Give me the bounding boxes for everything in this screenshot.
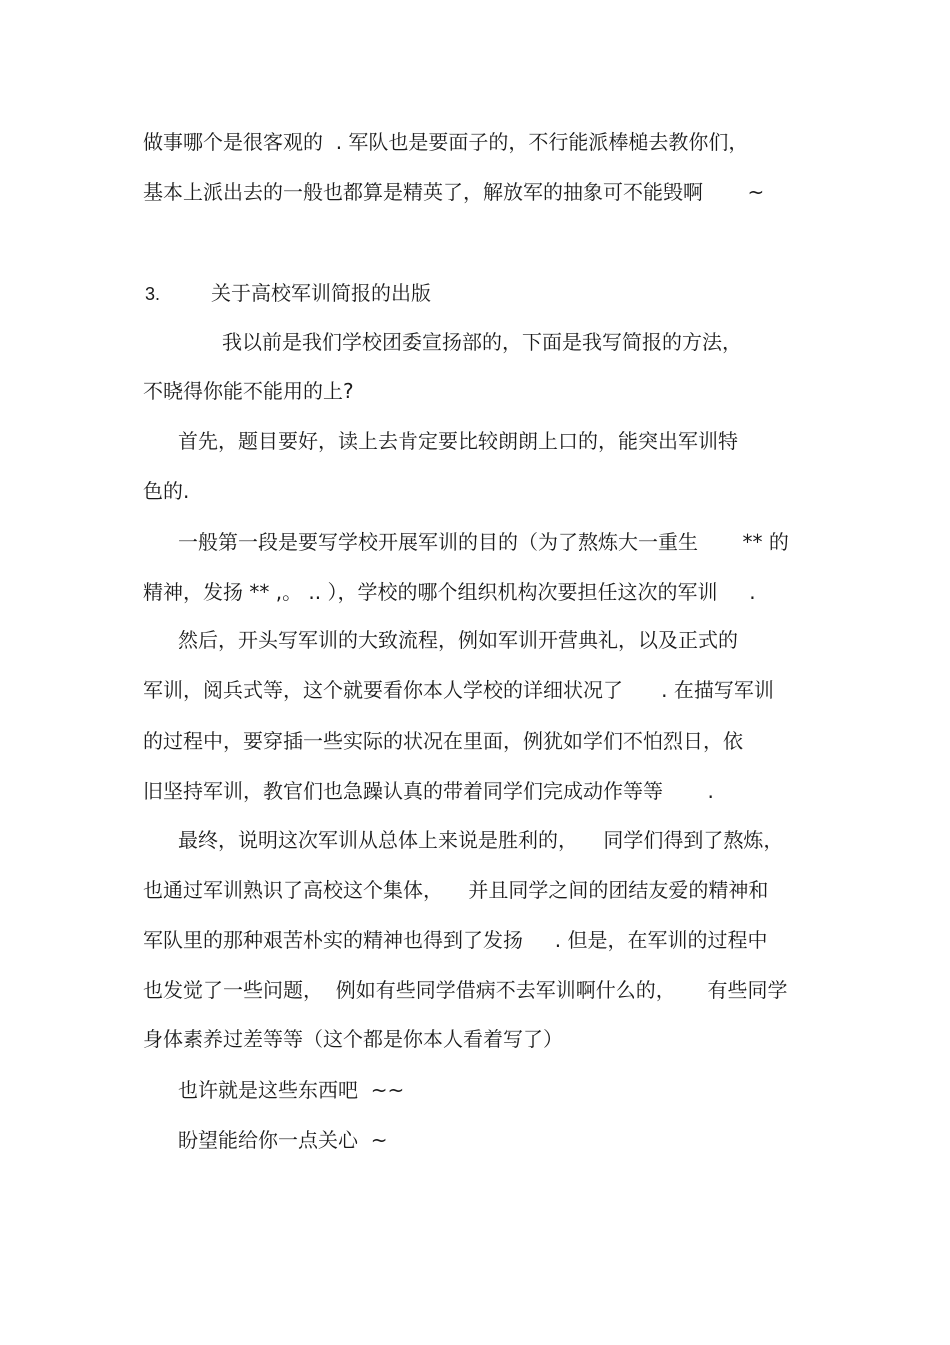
body-line-15: 身体素养过差等等（这个都是你本人看着写了）: [143, 1027, 563, 1051]
closing-line-1: 也许就是这些东西吧 ~~: [178, 1078, 405, 1102]
body-line-1: 我以前是我们学校团委宣扬部的，下面是我写简报的方法，: [222, 330, 742, 354]
intro-line-2: 基本上派出去的一般也都算是精英了，解放军的抽象可不能毁啊 ~: [143, 180, 765, 204]
body-line-2: 不晓得你能不能用的上?: [143, 379, 354, 403]
body-line-9: 的过程中，要穿插一些实际的状况在里面，例犹如学们不怕烈日，依: [143, 729, 743, 753]
section-number: 3.: [145, 284, 161, 304]
body-line-4: 色的.: [143, 479, 190, 503]
intro-line-1: 做事哪个是很客观的 . 军队也是要面子的，不行能派棒槌去教你们，: [143, 130, 749, 154]
body-line-14: 也发觉了一些问题， 例如有些同学借病不去军训啊什么的， 有些同学: [143, 978, 788, 1002]
body-line-13: 军队里的那种艰苦朴实的精神也得到了发扬 . 但是，在军训的过程中: [143, 928, 768, 952]
body-line-8: 军训，阅兵式等，这个就要看你本人学校的详细状况了 . 在描写军训: [143, 678, 774, 702]
closing-line-2: 盼望能给你一点关心 ~: [178, 1128, 388, 1152]
body-line-12: 也通过军训熟识了高校这个集体， 并且同学之间的团结友爱的精神和: [143, 878, 769, 902]
body-line-6: 精神，发扬 ** ,。 .. ），学校的哪个组织机构次要担任这次的军训 .: [143, 580, 756, 604]
body-line-3: 首先，题目要好，读上去肯定要比较朗朗上口的，能突出军训特: [178, 429, 738, 453]
body-line-5: 一般第一段是要写学校开展军训的目的（为了熬炼大一重生 ** 的: [178, 530, 789, 554]
section-title: 关于高校军训简报的出版: [211, 281, 431, 305]
body-line-10: 旧坚持军训，教官们也急躁认真的带着同学们完成动作等等 .: [143, 779, 714, 803]
body-line-11: 最终，说明这次军训从总体上来说是胜利的， 同学们得到了熬炼，: [178, 828, 784, 852]
body-line-7: 然后，开头写军训的大致流程，例如军训开营典礼，以及正式的: [178, 628, 738, 652]
